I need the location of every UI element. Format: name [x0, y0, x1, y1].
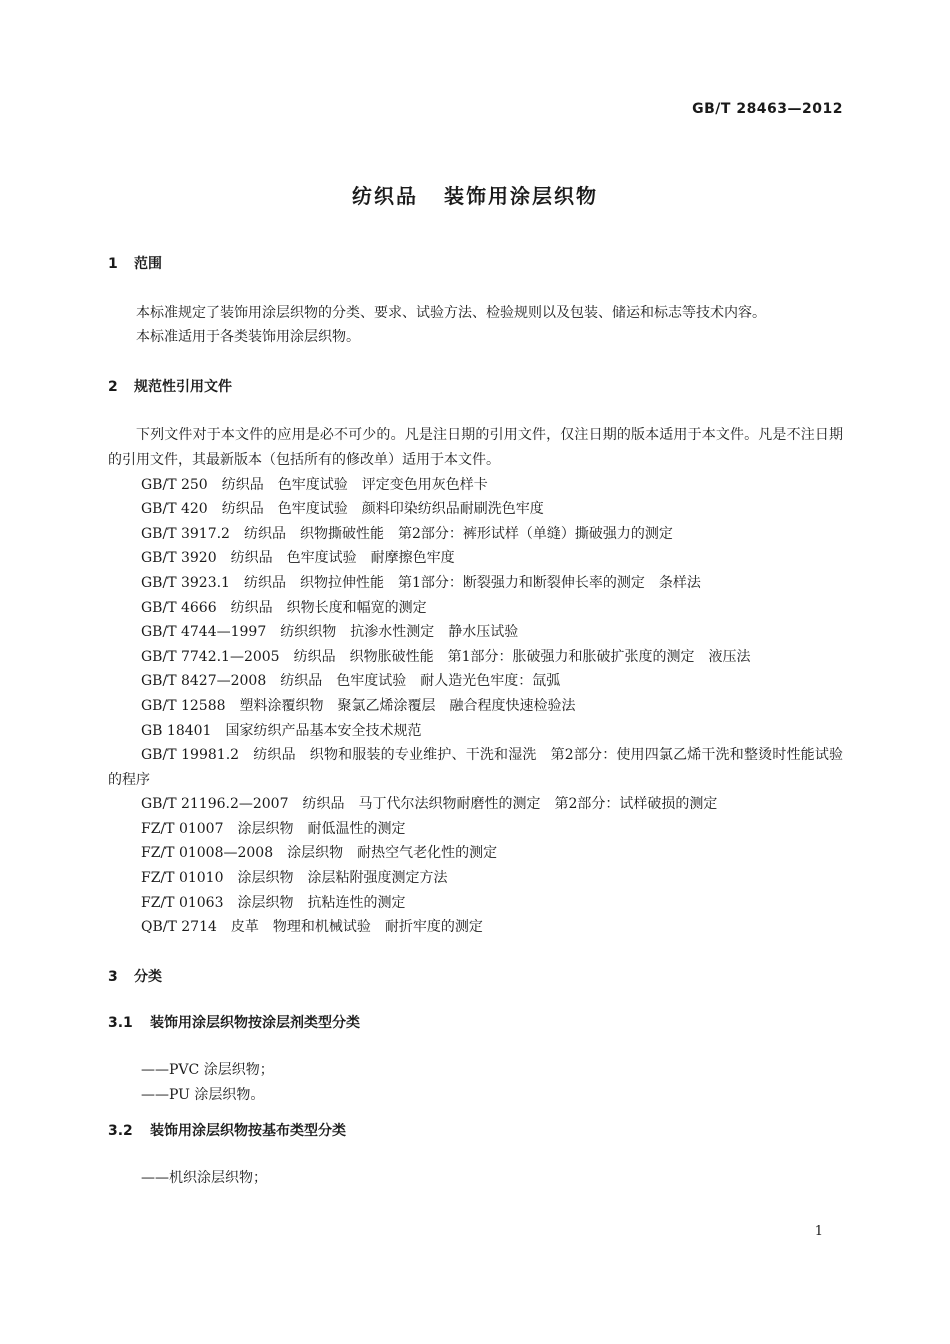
- reference-title-part: 纺织品: [280, 673, 323, 690]
- section-1-heading: [108, 252, 843, 277]
- reference-title-part: 第1部分：胀破强力和胀破扩张度的测定: [447, 648, 695, 665]
- reference-code: GB 18401: [141, 722, 212, 739]
- reference-code: GB/T 19981.2: [141, 747, 240, 764]
- reference-title-part: 抗粘连性的测定: [307, 894, 406, 911]
- reference-title-part: 皮革: [230, 919, 259, 936]
- reference-title-part: 纺织品: [253, 747, 296, 764]
- reference-title-part: 色牢度试验: [277, 476, 348, 493]
- reference-title-part: 耐人造光色牢度：氙弧: [420, 673, 561, 690]
- reference-title-part: 耐折牢度的测定: [384, 919, 483, 936]
- reference-item: [108, 694, 843, 719]
- standard-code: GB/T 28463—2012: [692, 101, 843, 117]
- reference-item: [108, 719, 843, 744]
- subsection-3-1-heading: [108, 1011, 843, 1036]
- reference-title-part: 纺织品: [243, 525, 286, 542]
- reference-item: [108, 522, 843, 547]
- reference-item: [108, 866, 843, 891]
- reference-item: [108, 669, 843, 694]
- reference-title-part: 条样法: [658, 574, 701, 591]
- reference-title-part: 织物拉伸性能: [299, 574, 384, 591]
- subsection-number: 3.1: [108, 1015, 133, 1032]
- section-3-heading: [108, 965, 843, 990]
- reference-title-part: 抗渗水性测定: [350, 624, 435, 641]
- subsection-number: 3.2: [108, 1123, 133, 1140]
- classification-item: ——PVC 涂层织物；: [141, 1062, 274, 1079]
- reference-title-part: 耐低温性的测定: [307, 820, 406, 837]
- document-title: [0, 180, 950, 209]
- reference-title-part: 纺织品: [293, 648, 336, 665]
- reference-title-part: 纺织品: [221, 476, 264, 493]
- reference-title-part: 涂层织物: [237, 820, 294, 837]
- reference-title-part: 涂层织物: [237, 870, 294, 887]
- page-number: 1: [814, 1224, 823, 1239]
- reference-code: GB/T 3920: [141, 550, 217, 567]
- reference-title-part: 纺织品: [243, 574, 286, 591]
- reference-title-part: 融合程度快速检验法: [449, 697, 576, 714]
- reference-title-part: 塑料涂覆织物: [239, 697, 324, 714]
- reference-item: [108, 817, 843, 842]
- reference-code: GB/T 7742.1—2005: [141, 648, 280, 665]
- title-part-2: 装饰用涂层织物: [444, 184, 598, 208]
- reference-title-part: 织物长度和幅宽的测定: [286, 599, 427, 616]
- reference-code: QB/T 2714: [141, 919, 217, 936]
- reference-code: GB/T 3917.2: [141, 525, 230, 542]
- reference-title-part: 色牢度试验: [286, 550, 357, 567]
- reference-code: FZ/T 01008—2008: [141, 845, 274, 862]
- reference-title-part: 国家纺织产品基本安全技术规范: [225, 722, 422, 739]
- reference-title-part: 聚氯乙烯涂覆层: [337, 697, 436, 714]
- reference-list: [108, 473, 843, 940]
- reference-title-part: 涂层织物: [287, 845, 344, 862]
- reference-title-part: 纺织品: [230, 599, 273, 616]
- reference-title-part: 纺织品: [302, 796, 345, 813]
- reference-item: [108, 571, 843, 596]
- reference-item: [108, 620, 843, 645]
- reference-title-part: 马丁代尔法织物耐磨性的测定: [358, 796, 541, 813]
- reference-item: [108, 743, 843, 792]
- reference-title-part: 织物和服装的专业维护、干洗和湿洗: [309, 747, 537, 764]
- reference-code: GB/T 4666: [141, 599, 217, 616]
- reference-code: GB/T 4744—1997: [141, 624, 267, 641]
- reference-item: [108, 841, 843, 866]
- reference-title-part: 织物撕破性能: [299, 525, 384, 542]
- reference-item: [108, 473, 843, 498]
- document-body: [108, 252, 843, 1190]
- reference-item: [108, 497, 843, 522]
- reference-item: [108, 891, 843, 916]
- reference-title-part: 涂层织物: [237, 894, 294, 911]
- reference-code: GB/T 12588: [141, 697, 226, 714]
- reference-title-part: 颜料印染纺织品耐刷洗色牢度: [361, 501, 544, 518]
- reference-code: GB/T 8427—2008: [141, 673, 267, 690]
- section-title: 分类: [134, 968, 162, 985]
- reference-title-part: 液压法: [708, 648, 751, 665]
- reference-code: GB/T 250: [141, 476, 208, 493]
- reference-title-part: 评定变色用灰色样卡: [361, 476, 488, 493]
- classification-item: ——机织涂层织物；: [141, 1169, 267, 1186]
- reference-title-part: 第2部分：裤形试样（单缝）撕破强力的测定: [397, 525, 673, 542]
- section-number: 2: [108, 378, 118, 395]
- section-title: 规范性引用文件: [134, 378, 232, 395]
- reference-title-part: 纺织品: [230, 550, 273, 567]
- reference-title-part: 纺织织物: [280, 624, 337, 641]
- reference-title-part: 第2部分：试样破损的测定: [554, 796, 718, 813]
- reference-item: [108, 792, 843, 817]
- subsection-3-2-heading: [108, 1119, 843, 1144]
- reference-item: [108, 596, 843, 621]
- reference-title-part: 纺织品: [221, 501, 264, 518]
- section-2-heading: [108, 375, 843, 400]
- reference-title-part: 色牢度试验: [277, 501, 348, 518]
- subsection-title: 装饰用涂层织物按涂层剂类型分类: [150, 1015, 360, 1032]
- reference-code: GB/T 3923.1: [141, 574, 230, 591]
- subsection-title: 装饰用涂层织物按基布类型分类: [150, 1123, 346, 1140]
- classification-item: ——PU 涂层织物。: [141, 1086, 265, 1103]
- scope-paragraph-1: 本标准规定了装饰用涂层织物的分类、要求、试验方法、检验规则以及包装、储运和标志等技术内容。: [136, 304, 766, 321]
- reference-title-part: 物理和机械试验: [272, 919, 371, 936]
- reference-title-part: 织物胀破性能: [349, 648, 434, 665]
- reference-title-part: 耐热空气老化性的测定: [357, 845, 498, 862]
- section-title: 范围: [134, 256, 162, 272]
- scope-paragraph-2: 本标准适用于各类装饰用涂层织物。: [136, 329, 360, 346]
- section-number: 1: [108, 256, 118, 272]
- reference-title-part: 色牢度试验: [336, 673, 407, 690]
- reference-title-part: 静水压试验: [448, 624, 519, 641]
- reference-code: GB/T 420: [141, 501, 208, 518]
- title-part-1: 纺织品: [352, 184, 418, 208]
- section-number: 3: [108, 968, 118, 985]
- reference-title-part: 第2部分：使用四氯乙烯干洗和整烫时性能试验的程序: [108, 747, 844, 788]
- reference-title-part: 耐摩擦色牢度: [370, 550, 455, 567]
- reference-item: [108, 645, 843, 670]
- reference-code: GB/T 21196.2—2007: [141, 796, 289, 813]
- reference-title-part: 涂层粘附强度测定方法: [307, 870, 448, 887]
- reference-title-part: 第1部分：断裂强力和断裂伸长率的测定: [397, 574, 645, 591]
- reference-code: FZ/T 01063: [141, 894, 224, 911]
- references-intro: 下列文件对于本文件的应用是必不可少的。凡是注日期的引用文件，仅注日期的版本适用于本文件。凡是不注日期的引用文件，其最新版本（包括所有的修改单）适用于本文件。: [108, 427, 843, 468]
- reference-code: FZ/T 01007: [141, 820, 224, 837]
- reference-code: FZ/T 01010: [141, 870, 224, 887]
- reference-item: [108, 546, 843, 571]
- reference-item: [108, 915, 843, 940]
